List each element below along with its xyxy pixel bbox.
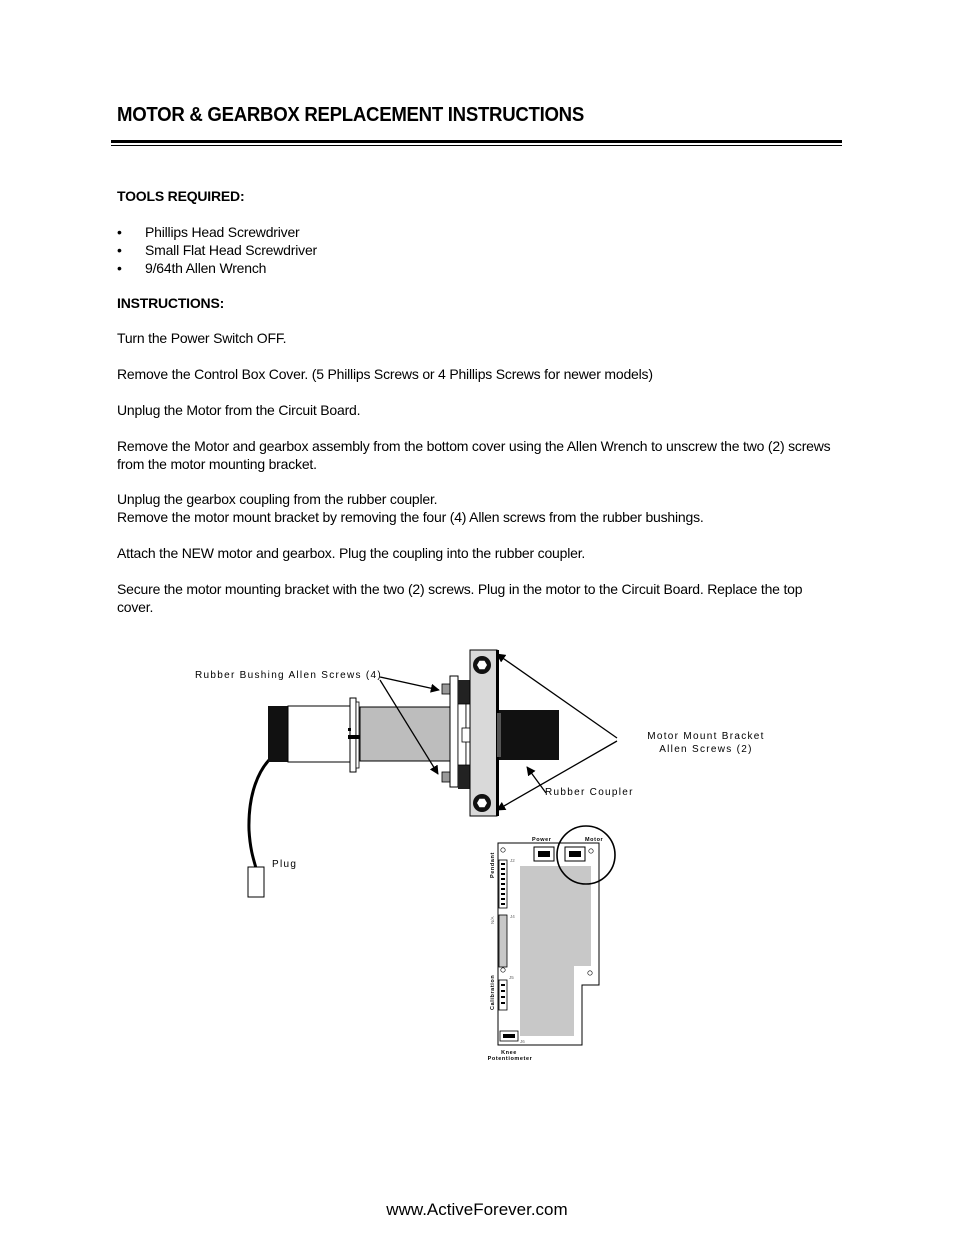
j4-label: J4 — [510, 914, 515, 919]
bullet-icon: • — [117, 224, 122, 240]
rubber-coupler-label: Rubber Coupler — [545, 787, 634, 798]
na-header — [499, 915, 507, 967]
rubber-bushing-top — [442, 684, 450, 694]
step-text: Secure the motor mounting bracket with the two (2) screws. Plug in the motor to the Circuit Board. Replace the top cover. — [117, 581, 803, 615]
na-label: N/A — [490, 916, 495, 924]
j5-label: J5 — [509, 975, 514, 980]
tool-label: Phillips Head Screwdriver — [145, 224, 300, 240]
bullet-icon: • — [117, 260, 122, 276]
motor-end-cap — [268, 706, 288, 762]
rubber-coupler — [499, 710, 559, 760]
motor-cable — [249, 757, 272, 868]
step-text: Unplug the Motor from the Circuit Board. — [117, 402, 361, 418]
tool-label: Small Flat Head Screwdriver — [145, 242, 317, 258]
step-text: Turn the Power Switch OFF. — [117, 330, 287, 346]
power-label: Power — [532, 837, 552, 843]
page-title: MOTOR & GEARBOX REPLACEMENT INSTRUCTIONS — [117, 104, 584, 126]
plug-connector — [248, 867, 264, 897]
step-text: Remove the Control Box Cover. (5 Phillips Screws or 4 Phillips Screws for newer models) — [117, 366, 653, 382]
motor-body — [288, 706, 352, 762]
bracket-screws-label-line1: Motor Mount Bracket — [647, 731, 765, 742]
j6-label: J6 — [520, 1039, 525, 1044]
gearbox — [360, 707, 455, 761]
footer-url: www.ActiveForever.com — [386, 1200, 568, 1219]
step-text: Attach the NEW motor and gearbox. Plug the coupling into the rubber coupler. — [117, 545, 586, 561]
bullet-icon: • — [117, 242, 122, 258]
j2-label: J2 — [510, 858, 515, 863]
bushing-screws-label: Rubber Bushing Allen Screws (4) — [195, 670, 383, 681]
step-text: Unplug the gearbox coupling from the rubber coupler. — [117, 491, 438, 507]
tool-label: 9/64th Allen Wrench — [145, 260, 267, 276]
step-text: Remove the Motor and gearbox assembly from the bottom cover using the Allen Wrench to unscrew the two (2) screws from the motor mounting bracket. — [117, 438, 831, 472]
step-text: Remove the motor mount bracket by removing the four (4) Allen screws from the rubber bushings. — [117, 509, 704, 525]
plug-label: Plug — [272, 859, 298, 870]
motor-mount-bracket — [470, 650, 497, 816]
knee-label-line1: Knee — [501, 1050, 517, 1056]
tools-heading: TOOLS REQUIRED: — [117, 188, 245, 204]
pendant-label: Pendant — [490, 852, 496, 878]
instructions-heading: INSTRUCTIONS: — [117, 295, 225, 311]
motor-label: Motor — [585, 837, 604, 843]
bracket-screws-label-line2: Allen Screws (2) — [659, 744, 753, 755]
rubber-bushing-bottom — [442, 772, 450, 782]
calibration-label: Calibration — [490, 974, 496, 1010]
knee-label-line2: Potentiometer — [487, 1056, 533, 1062]
